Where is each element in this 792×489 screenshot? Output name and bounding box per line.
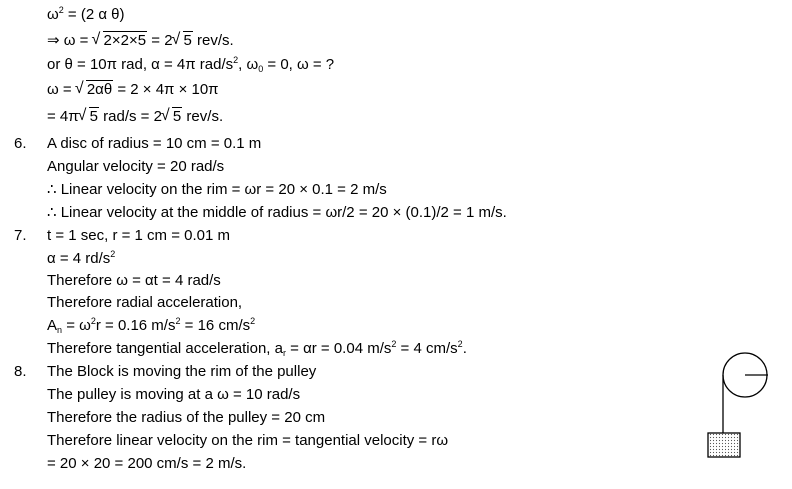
question-number: 7. xyxy=(14,227,27,244)
q8-line-5: = 20 × 20 = 200 cm/s = 2 m/s. xyxy=(47,455,247,472)
sqrt-symbol: √ 5 xyxy=(173,32,193,50)
q6-line-4: ∴ Linear velocity at the middle of radius = ωr/2 = 20 × (0.1)/2 = 1 m/s. xyxy=(47,204,507,221)
q8-line-2: The pulley is moving at a ω = 10 rad/s xyxy=(47,386,301,403)
equation-line-2: ⇒ ω = √ 2×2×5 = 2√ 5 rev/s. xyxy=(47,32,234,50)
hanging-block xyxy=(708,433,740,457)
q7-line-1: t = 1 sec, r = 1 cm = 0.01 m xyxy=(47,227,230,244)
pulley-diagram xyxy=(700,340,780,465)
q7-line-6: Therefore tangential acceleration, $a_r = \alpha r = 0.04$ $m/s^2 = 4$ $cm/s^2$. xyxy=(47,339,467,358)
question-number: 8. xyxy=(14,363,27,380)
question-number: 6. xyxy=(14,135,27,152)
equation-line-1: $\omega^2 = (2$ α θ) xyxy=(47,5,125,23)
q7-line-3: Therefore ω = αt = 4 rad/s xyxy=(47,272,221,289)
q8-line-1: The Block is moving the rim of the pulley xyxy=(47,363,317,380)
equation-line-5: = 4π√ 5 rad/s = 2√ 5 rev/s. xyxy=(47,108,223,126)
equation-line-3: or θ = 10π rad, α = 4π rad/$s^2$, $\omega_0 = 0$, ω = ? xyxy=(47,55,335,74)
equation-line-4: ω = √ 2αθ = 2 × 4π × 10π xyxy=(47,81,219,99)
q8-line-4: Therefore linear velocity on the rim = tangential velocity = rω xyxy=(47,432,449,449)
q8-line-3: Therefore the radius of the pulley = 20 cm xyxy=(47,409,326,426)
q6-line-2: Angular velocity = 20 rad/s xyxy=(47,158,225,175)
sqrt-symbol: √ 2αθ xyxy=(76,81,113,99)
q7-line-5: $A_n = \omega^2r = 0.16$ $m/s^2 = 16$ $cm/s^2$ xyxy=(47,316,256,335)
q7-line-4: Therefore radial acceleration, xyxy=(47,294,243,311)
q7-line-2: α = 4 $rd/s^2$ xyxy=(47,249,116,267)
sqrt-symbol: √ 2×2×5 xyxy=(93,32,148,50)
sqrt-symbol: √ 5 xyxy=(162,108,182,126)
q6-line-3: ∴ Linear velocity on the rim = ωr = 20 × 0.1 = 2 m/s xyxy=(47,181,387,198)
q6-line-1: A disc of radius = 10 cm = 0.1 m xyxy=(47,135,262,152)
sqrt-symbol: √ 5 xyxy=(79,108,99,126)
